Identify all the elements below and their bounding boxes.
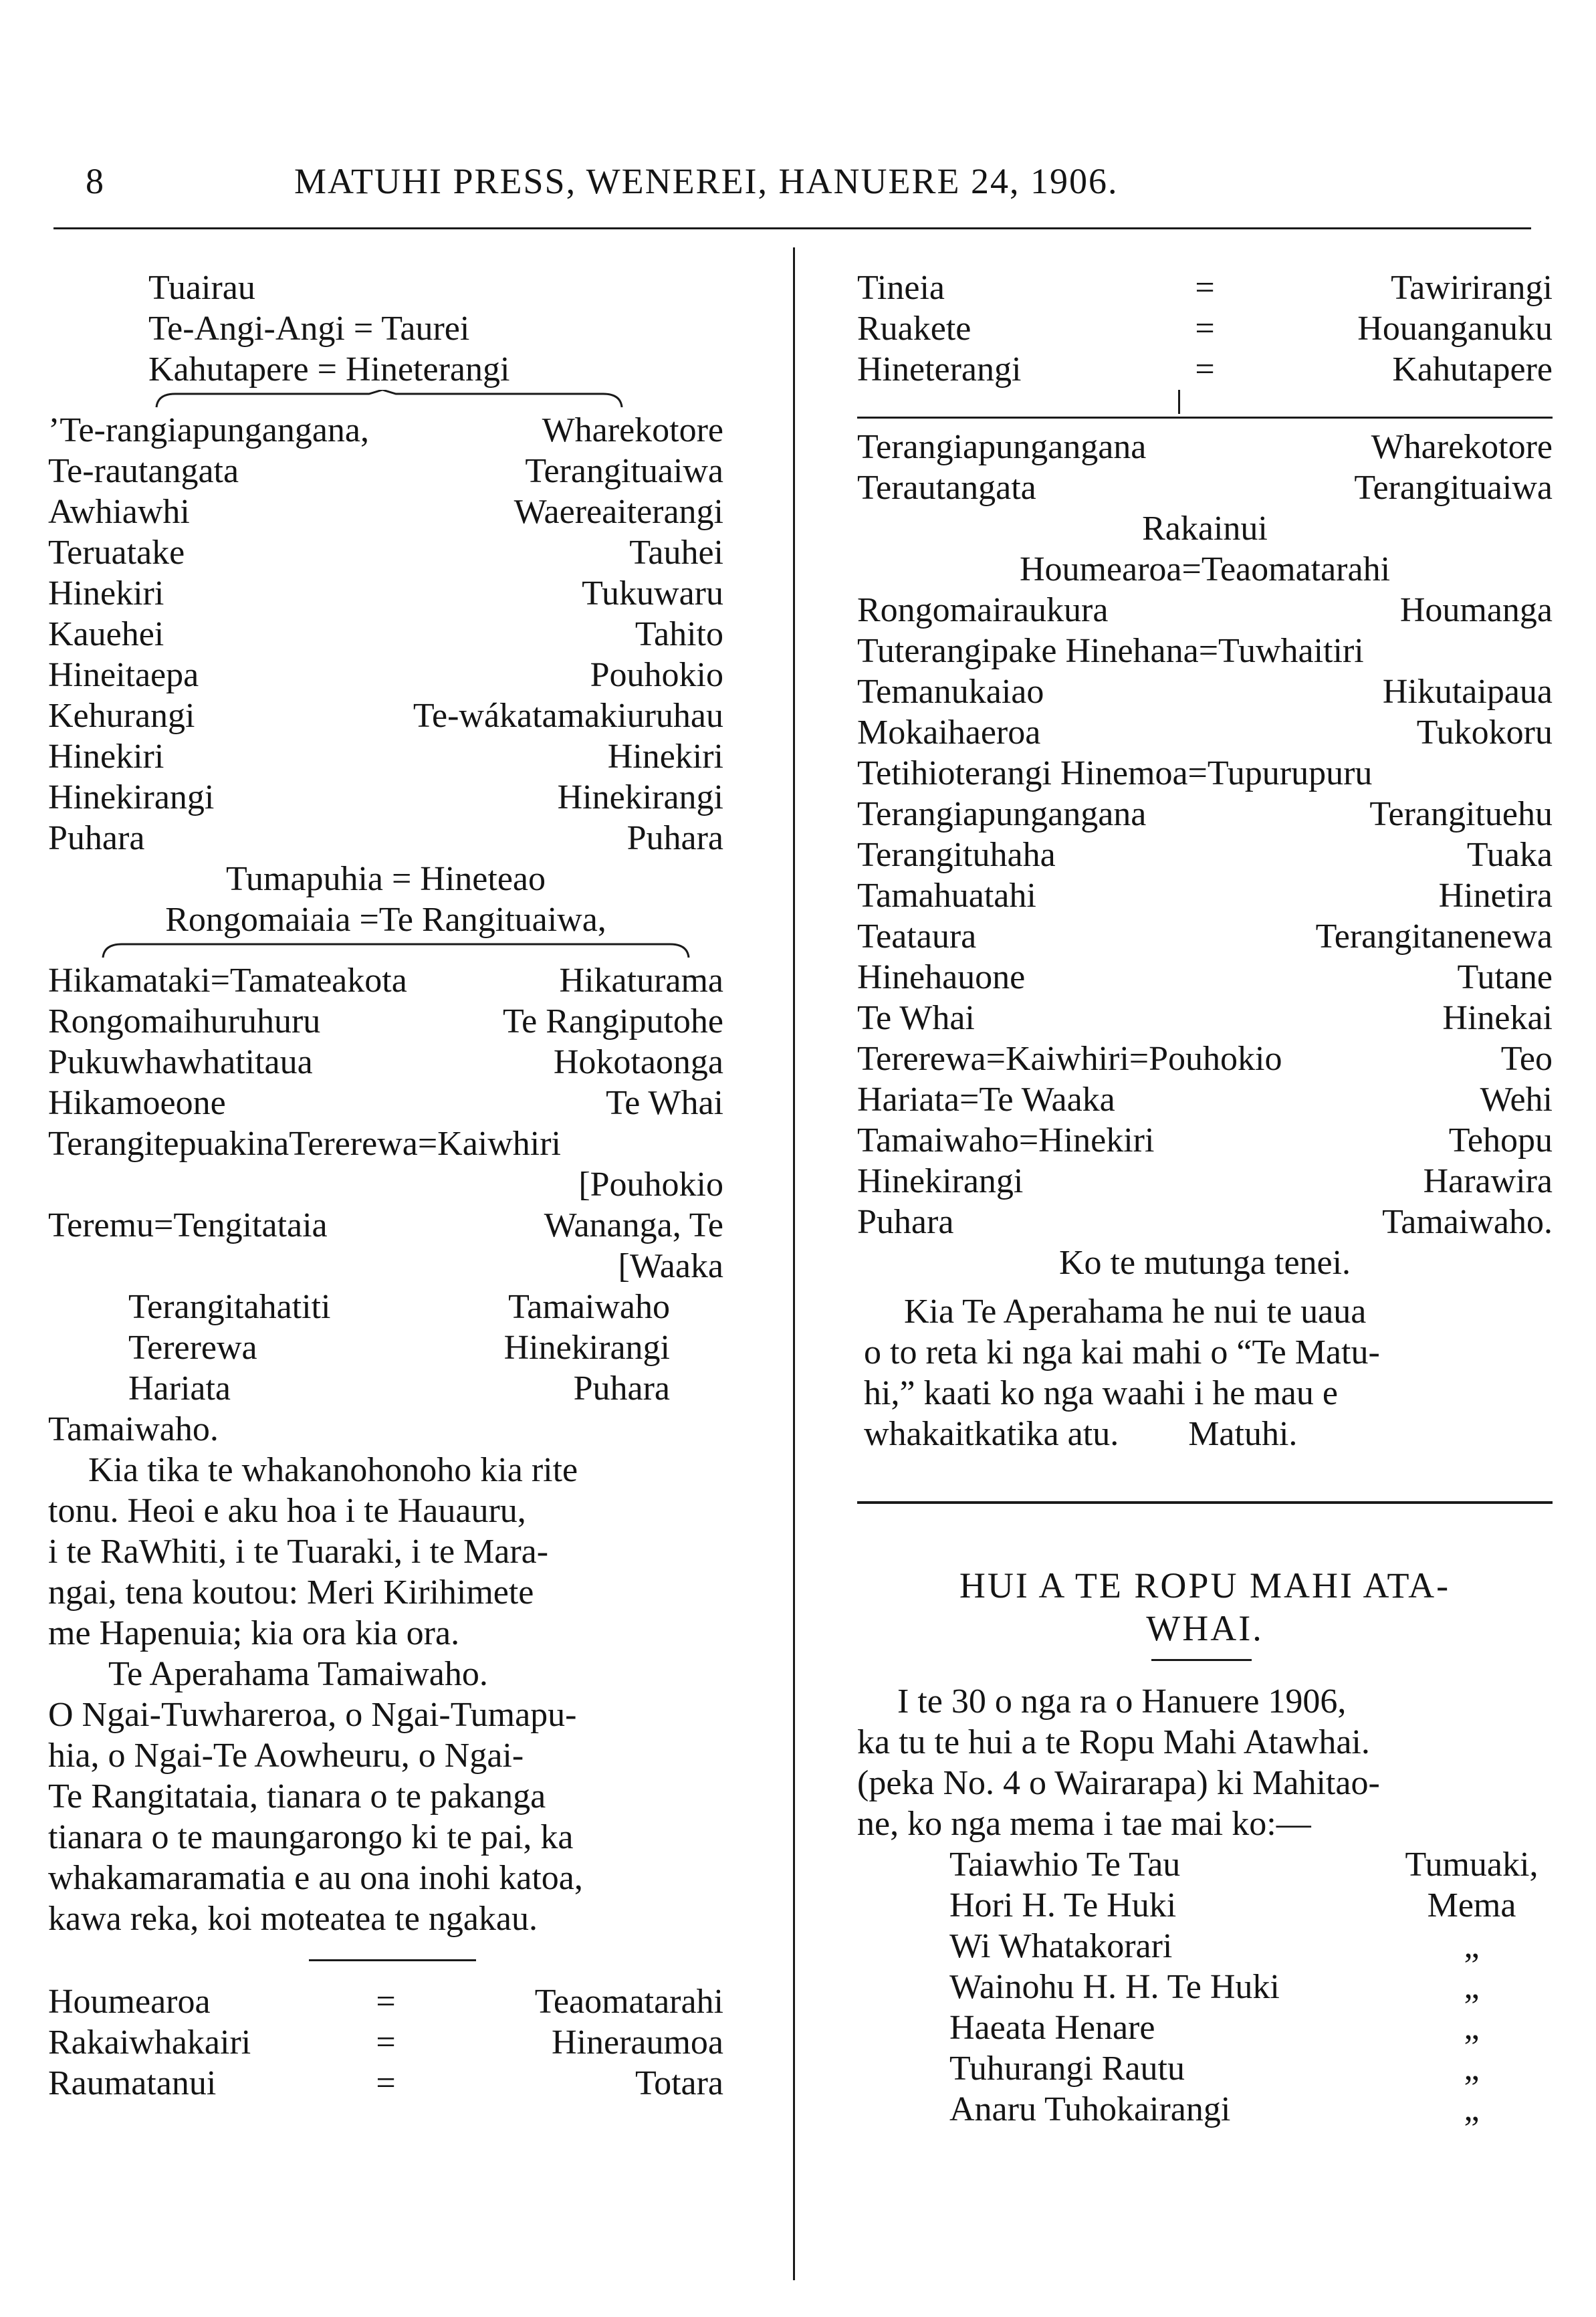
page-header — [74, 154, 1524, 214]
name-left: Hinekiri — [48, 574, 164, 613]
name-left: Teataura — [857, 917, 977, 956]
genealogy-row — [857, 427, 1553, 467]
name-right: Waereaiterangi — [514, 493, 723, 531]
paragraph-line: Kia Te Aperahama he nui te uaua — [904, 1293, 1367, 1331]
attendee-name: Taiawhio Te Tau — [949, 1846, 1181, 1884]
equals-sign: = — [1195, 310, 1215, 348]
paragraph-line: I te 30 o nga ra o Hanuere 1906, — [897, 1682, 1347, 1721]
name-left: Pukuwhawhatitaua — [48, 1043, 313, 1081]
name-left: Terangiapungangana — [857, 795, 1147, 833]
genealogy-brace — [48, 940, 723, 960]
genealogy-list-c — [48, 1287, 723, 1409]
paragraph-line: ka tu te hui a te Ropu Mahi Atawhai. — [857, 1723, 1370, 1761]
name-left: Hinekirangi — [857, 1162, 1024, 1200]
genealogy-line: Tamaiwaho. — [48, 1410, 219, 1448]
genealogy-row — [857, 957, 1553, 998]
page-title: MATUHI PRESS, WENEREI, HANUERE 24, 1906. — [294, 161, 1119, 201]
genealogy-row — [48, 1164, 723, 1205]
name-right: Puhara — [573, 1369, 670, 1408]
genealogy-row — [857, 835, 1553, 875]
name-right: Tehopu — [1448, 1121, 1553, 1160]
name-left: Te-rautangata — [48, 452, 239, 490]
attendee-role: „ — [1464, 1968, 1480, 2006]
name-left: Teruatake — [48, 534, 185, 572]
paragraph-line: (peka No. 4 o Wairarapa) ki Mahitao- — [857, 1764, 1380, 1802]
genealogy-connector — [857, 390, 1553, 417]
attendee-name: Haeata Henare — [949, 2009, 1155, 2047]
genealogy-row — [857, 590, 1553, 631]
name-left: Tetihioterangi Hinemoa=Tupurupuru — [857, 754, 1373, 792]
name-right: Totara — [635, 2064, 723, 2102]
name-right: Terangituaiwa — [525, 452, 723, 490]
genealogy-row — [48, 573, 723, 614]
name-right: Tamaiwaho — [508, 1288, 670, 1326]
name-left: Tererewa — [128, 1329, 257, 1367]
name-left: Hineterangi — [857, 350, 1022, 389]
genealogy-line: Rakainui — [1142, 510, 1268, 548]
genealogy-row — [48, 1205, 723, 1246]
genealogy-line: Te-Angi-Angi = Taurei — [148, 310, 470, 348]
genealogy-row — [857, 467, 1553, 508]
attendee-name: Wi Whatakorari — [949, 1927, 1173, 1965]
genealogy-row — [48, 1083, 723, 1123]
genealogy-row — [48, 1981, 723, 2022]
paragraph-line: tianara o te maungarongo ki te pai, ka — [48, 1818, 574, 1856]
genealogy-row — [857, 308, 1553, 349]
equals-sign: = — [376, 1983, 396, 2021]
genealogy-row — [857, 1202, 1553, 1242]
attendee-name: Anaru Tuhokairangi — [949, 2090, 1231, 2128]
closing-line: Ko te mutunga tenei. — [1058, 1244, 1351, 1282]
paragraph-line: hi,” kaati ko nga waahi i he mau e — [864, 1374, 1338, 1412]
genealogy-row — [48, 1042, 723, 1083]
name-left: Tamahuatahi — [857, 877, 1036, 915]
name-right: Te Whai — [606, 1084, 723, 1122]
name-left: Tineia — [857, 269, 945, 307]
genealogy-row — [48, 491, 723, 532]
name-right: Tamaiwaho. — [1382, 1203, 1553, 1241]
name-left: Hineitaepa — [48, 656, 199, 694]
genealogy-row — [857, 753, 1553, 794]
equals-sign: = — [376, 2064, 396, 2102]
paragraph-line: i te RaWhiti, i te Tuaraki, i te Mara- — [48, 1533, 549, 1571]
name-right: Tawirirangi — [1391, 269, 1553, 307]
genealogy-row — [857, 1161, 1553, 1202]
name-left: Teremu=Tengitataia — [48, 1206, 328, 1244]
paragraph-line: ngai, tena koutou: Meri Kirihimete — [48, 1573, 534, 1612]
name-left: Tuterangipake Hinehana=Tuwhaitiri — [857, 632, 1364, 670]
name-left: Hikamoeone — [48, 1084, 226, 1122]
attendee-role: Tumuaki, — [1405, 1846, 1538, 1884]
paragraph-line: tonu. Heoi e aku hoa i te Hauauru, — [48, 1492, 526, 1530]
genealogy-row — [48, 655, 723, 695]
genealogy-row — [48, 695, 723, 736]
genealogy-row — [857, 1038, 1553, 1079]
name-right: Teaomatarahi — [534, 1983, 723, 2021]
heading-rule — [1151, 1659, 1252, 1661]
genealogy-row — [128, 1368, 670, 1409]
name-left: Kehurangi — [48, 697, 195, 735]
name-right: Harawira — [1423, 1162, 1553, 1200]
heading-line: HUI A TE ROPU MAHI ATA- — [959, 1565, 1451, 1606]
name-left: ’Te-rangiapungangana, — [48, 411, 370, 449]
genealogy-row — [857, 875, 1553, 916]
letter-paragraph — [48, 1450, 723, 1654]
attendee-role: „ — [1464, 1927, 1480, 1965]
name-right: Tutane — [1457, 958, 1553, 996]
genealogy-row — [48, 614, 723, 655]
name-left: Rakaiwhakairi — [48, 2023, 251, 2062]
genealogy-row — [48, 451, 723, 491]
genealogy-list-g — [857, 590, 1553, 1242]
name-left: Mokaihaeroa — [857, 713, 1041, 752]
name-right: Teo — [1500, 1040, 1553, 1078]
section-heading — [857, 1564, 1553, 1650]
name-right: Houanganuku — [1357, 310, 1553, 348]
name-right: Terangitanenewa — [1315, 917, 1553, 956]
name-left: Puhara — [857, 1203, 954, 1241]
name-left: Kauehei — [48, 615, 164, 653]
name-right: Terangituaiwa — [1354, 469, 1553, 507]
heading-line: WHAI. — [1146, 1608, 1264, 1648]
name-right: Tahito — [635, 615, 723, 653]
page-number: 8 — [86, 161, 105, 201]
paragraph-line: whakaitkatika atu. Matuhi. — [864, 1415, 1298, 1453]
signature: Te Aperahama Tamaiwaho. — [108, 1655, 488, 1693]
genealogy-row — [48, 818, 723, 859]
attendee-role: „ — [1464, 2050, 1480, 2088]
name-right: Kahutapere — [1392, 350, 1553, 389]
genealogy-list-e — [857, 267, 1553, 390]
attendee-row — [857, 1967, 1553, 2007]
name-right: Wananga, Te — [544, 1206, 723, 1244]
name-right: Hinekiri — [607, 738, 723, 776]
attendee-row — [857, 1885, 1553, 1926]
name-right: Hikutaipaua — [1382, 673, 1553, 711]
genealogy-line: Tumapuhia = Hineteao — [225, 860, 546, 898]
name-right: Te-wákatamakiuruhau — [413, 697, 723, 735]
name-left: TerangitepuakinaTererewa=Kaiwhiri — [48, 1125, 561, 1163]
genealogy-brace — [48, 390, 723, 410]
attendee-list — [857, 1844, 1553, 2130]
genealogy-row — [857, 349, 1553, 390]
right-column — [857, 267, 1553, 2130]
genealogy-row — [48, 1001, 723, 1042]
genealogy-row — [857, 671, 1553, 712]
genealogy-list-b — [48, 960, 723, 1287]
editor-note — [857, 1291, 1553, 1454]
attendee-name: Hori H. Te Huki — [949, 1886, 1177, 1924]
genealogy-row — [857, 712, 1553, 753]
name-right: Puhara — [626, 819, 723, 857]
genealogy-list-a — [48, 410, 723, 859]
attendee-name: Wainohu H. H. Te Huki — [949, 1968, 1280, 2006]
attendee-role: Mema — [1427, 1886, 1516, 1924]
name-left: Hikamataki=Tamateakota — [48, 962, 407, 1000]
name-left: Puhara — [48, 819, 145, 857]
genealogy-row — [48, 2063, 723, 2104]
genealogy-row — [48, 736, 723, 777]
attendee-role: „ — [1464, 2009, 1480, 2047]
genealogy-row — [128, 1327, 670, 1368]
paragraph-line: Te Rangitataia, tianara o te pakanga — [48, 1777, 546, 1815]
genealogy-row — [857, 631, 1553, 671]
name-right: Wharekotore — [542, 411, 723, 449]
paragraph-line: kawa reka, koi moteatea te ngakau. — [48, 1900, 538, 1938]
paragraph-line: me Hapenuia; kia ora kia ora. — [48, 1614, 460, 1652]
genealogy-row — [48, 960, 723, 1001]
header-rule — [53, 227, 1531, 229]
name-right: Hinetira — [1438, 877, 1553, 915]
genealogy-row — [857, 1120, 1553, 1161]
genealogy-row — [857, 267, 1553, 308]
name-right: Hinekai — [1442, 999, 1553, 1037]
name-left: Ruakete — [857, 310, 972, 348]
name-left: Hariata=Te Waaka — [857, 1081, 1115, 1119]
name-left: Hinekirangi — [48, 778, 215, 816]
paragraph-line: O Ngai-Tuwhareroa, o Ngai-Tumapu- — [48, 1696, 577, 1734]
attendee-name: Tuhurangi Rautu — [949, 2050, 1185, 2088]
name-right: Tukuwaru — [582, 574, 723, 613]
name-left: Hariata — [128, 1369, 231, 1408]
genealogy-line: Rongomaiaia =Te Rangituaiwa, — [165, 901, 606, 939]
name-right: Pouhokio — [590, 656, 723, 694]
name-right: Wharekotore — [1371, 428, 1553, 466]
name-right: Tukokoru — [1416, 713, 1553, 752]
name-right: Hinekirangi — [503, 1329, 670, 1367]
attendee-role: „ — [1464, 2090, 1480, 2128]
genealogy-row — [857, 1079, 1553, 1120]
paragraph-line: whakamaramatia e au ona inohi katoa, — [48, 1859, 583, 1897]
name-right: Hokotaonga — [553, 1043, 723, 1081]
name-left: Terangitahatiti — [128, 1288, 331, 1326]
name-left: Awhiawhi — [48, 493, 190, 531]
equals-sign: = — [1195, 350, 1215, 389]
name-left: Hinekiri — [48, 738, 164, 776]
left-column — [48, 267, 723, 2104]
name-left: Terangituhaha — [857, 836, 1056, 874]
genealogy-row — [128, 1287, 670, 1327]
column-divider — [793, 247, 795, 2280]
name-left: Tererewa=Kaiwhiri=Pouhokio — [857, 1040, 1282, 1078]
name-right: Hinekirangi — [557, 778, 723, 816]
attendee-row — [857, 2048, 1553, 2089]
name-right: [Pouhokio — [578, 1166, 723, 1204]
name-left: Te Whai — [857, 999, 975, 1037]
name-left: Hinehauone — [857, 958, 1026, 996]
attendee-row — [857, 1844, 1553, 1885]
paragraph-line: hia, o Ngai-Te Aowheuru, o Ngai- — [48, 1737, 524, 1775]
name-left: Raumatanui — [48, 2064, 217, 2102]
genealogy-row — [48, 410, 723, 451]
genealogy-line: Kahutapere = Hineterangi — [148, 350, 510, 389]
meeting-paragraph — [857, 1681, 1553, 1844]
name-right: Houmanga — [1399, 591, 1553, 629]
name-right: Te Rangiputohe — [503, 1002, 723, 1040]
name-right: Terangituehu — [1369, 795, 1553, 833]
name-left: Tamaiwaho=Hinekiri — [857, 1121, 1155, 1160]
name-left: Rongomairaukura — [857, 591, 1109, 629]
genealogy-list-d — [48, 1981, 723, 2104]
paragraph-line: o to reta ki nga kai mahi o “Te Matu- — [864, 1333, 1380, 1371]
genealogy-row — [48, 777, 723, 818]
name-right: Tuaka — [1466, 836, 1553, 874]
paragraph-line: Kia tika te whakanohonoho kia rite — [88, 1451, 578, 1489]
genealogy-row — [857, 794, 1553, 835]
genealogy-line: Houmearoa=Teaomatarahi — [1019, 550, 1391, 588]
letter-paragraph — [48, 1694, 723, 1939]
equals-sign: = — [1195, 269, 1215, 307]
section-rule — [309, 1959, 476, 1961]
genealogy-row — [48, 1246, 723, 1287]
genealogy-row — [48, 532, 723, 573]
genealogy-row — [48, 1123, 723, 1164]
equals-sign: = — [376, 2023, 396, 2062]
name-left: Terangiapungangana — [857, 428, 1147, 466]
name-right: Hineraumoa — [551, 2023, 723, 2062]
name-left: Houmearoa — [48, 1983, 211, 2021]
genealogy-row — [857, 916, 1553, 957]
name-right: Tauhei — [629, 534, 723, 572]
name-left: Temanukaiao — [857, 673, 1044, 711]
name-right: Hikaturama — [559, 962, 723, 1000]
genealogy-line: Tuairau — [148, 269, 255, 307]
name-left: Rongomaihuruhuru — [48, 1002, 321, 1040]
genealogy-row — [857, 998, 1553, 1038]
paragraph-line: ne, ko nga mema i tae mai ko:— — [857, 1805, 1311, 1843]
name-right: Wehi — [1480, 1081, 1553, 1119]
genealogy-list-f — [857, 427, 1553, 508]
attendee-row — [857, 2089, 1553, 2130]
name-right: [Waaka — [618, 1247, 723, 1285]
name-left: Terautangata — [857, 469, 1036, 507]
genealogy-rule — [857, 417, 1553, 419]
attendee-row — [857, 2007, 1553, 2048]
genealogy-row — [48, 2022, 723, 2063]
attendee-row — [857, 1926, 1553, 1967]
